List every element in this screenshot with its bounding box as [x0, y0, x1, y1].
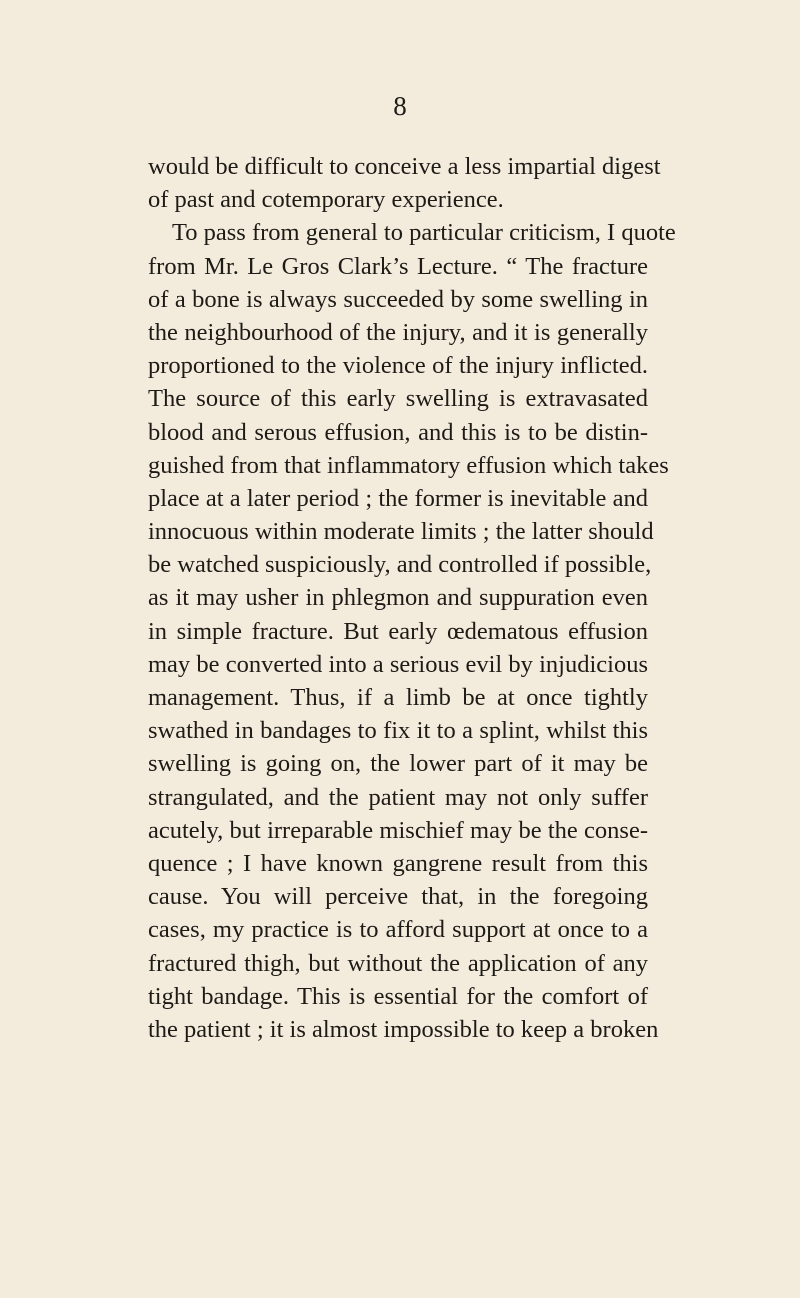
text-line: The source of this early swelling is extravasated — [148, 385, 648, 413]
text-line: the patient ; it is almost impossible to keep a broken — [148, 1015, 659, 1043]
text-line: swathed in bandages to fix it to a splint, whilst this — [148, 717, 648, 745]
text-line: swelling is going on, the lower part of it may be — [148, 750, 648, 778]
text-line: be watched suspiciously, and controlled if possible, — [148, 551, 652, 579]
text-line: in simple fracture. But early œdematous effusion — [148, 617, 648, 645]
text-line: tight bandage. This is essential for the comfort of — [148, 982, 648, 1010]
text-line: may be converted into a serious evil by injudicious — [148, 650, 648, 678]
text-line: would be difficult to conceive a less impartial digest — [148, 153, 661, 180]
page-number: 8 — [393, 91, 407, 121]
text-line: proportioned to the violence of the injury inflicted. — [148, 352, 648, 380]
text-line: of a bone is always succeeded by some swelling in — [148, 285, 648, 313]
text-line: acutely, but irreparable mischief may be the conse- — [148, 816, 648, 844]
text-line: fractured thigh, but without the application of any — [148, 949, 648, 977]
text-line: guished from that inflammatory effusion which takes — [148, 451, 669, 479]
text-line: quence ; I have known gangrene result from this — [148, 849, 648, 877]
text-line: strangulated, and the patient may not only suffer — [148, 783, 648, 811]
text-line: from Mr. Le Gros Clark’s Lecture. “ The fracture — [148, 252, 648, 280]
text-line: To pass from general to particular criticism, I quote — [172, 219, 676, 247]
text-line: blood and serous effusion, and this is to be distin- — [148, 418, 648, 446]
text-line: innocuous within moderate limits ; the latter should — [148, 518, 654, 546]
text-line: place at a later period ; the former is inevitable and — [148, 484, 648, 512]
text-line: as it may usher in phlegmon and suppuration even — [148, 584, 648, 612]
text-line: cause. You will perceive that, in the foregoing — [148, 883, 648, 911]
text-line: of past and cotemporary experience. — [148, 186, 504, 214]
text-line: the neighbourhood of the injury, and it is generally — [148, 318, 648, 346]
text-line: cases, my practice is to afford support at once to a — [148, 916, 648, 944]
text-line: management. Thus, if a limb be at once tightly — [148, 684, 648, 711]
body-text — [148, 150, 676, 1046]
